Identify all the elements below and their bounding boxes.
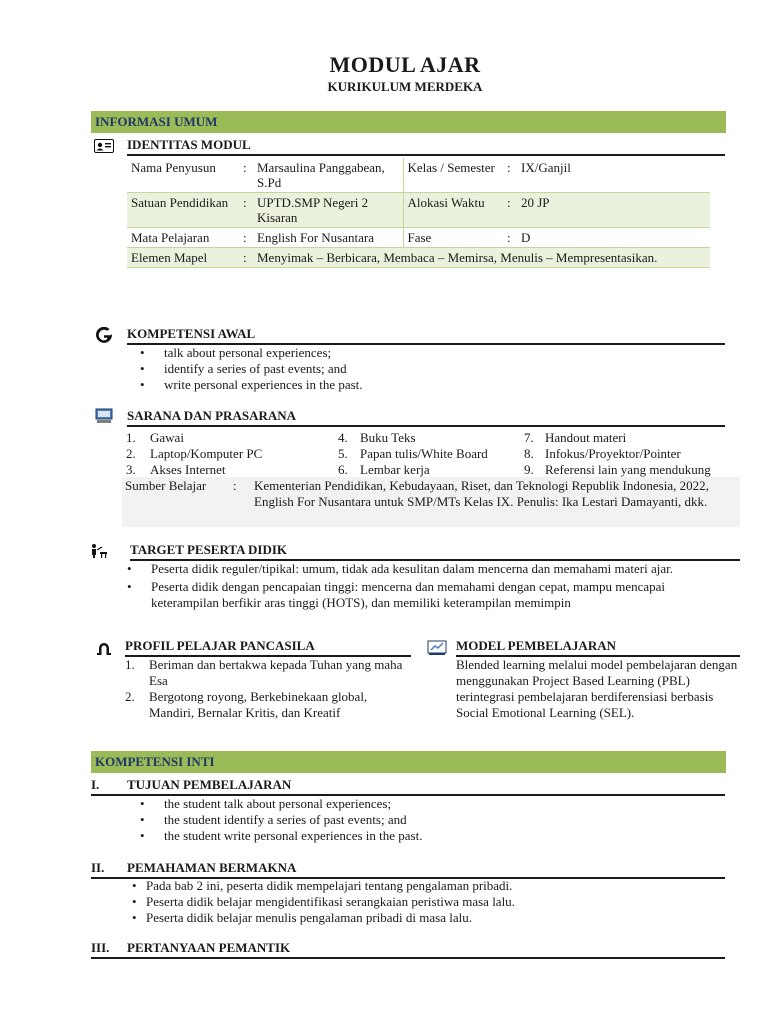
list-item: 9. Referensi lain yang mendukung bbox=[524, 462, 711, 477]
kompetensi-awal-heading: KOMPETENSI AWAL bbox=[127, 326, 725, 345]
garuda-icon bbox=[94, 640, 114, 656]
sarana-heading: SARANA DAN PRASARANA bbox=[127, 408, 725, 427]
classroom-board-icon bbox=[94, 408, 114, 424]
section-bar-kompetensi-inti: KOMPETENSI INTI bbox=[91, 751, 726, 773]
pertanyaan-pemantik-heading bbox=[91, 940, 725, 959]
list-item: 2. Laptop/Komputer PC bbox=[126, 446, 263, 461]
value-elemen-mapel: Menyimak – Berbicara, Membaca – Memirsa, Menulis – Mempresentasikan. bbox=[253, 248, 710, 268]
pemahaman-list bbox=[146, 878, 515, 926]
colon: : bbox=[503, 158, 517, 193]
value-mata-pelajaran: English For Nusantara bbox=[253, 228, 403, 248]
identitas-table bbox=[127, 158, 710, 268]
id-card-icon bbox=[94, 138, 114, 154]
list-item: • the student write personal experiences in the past. bbox=[164, 828, 422, 844]
target-peserta-didik-heading: TARGET PESERTA DIDIK bbox=[130, 542, 740, 561]
label-satuan-pendidikan: Satuan Pendidikan bbox=[127, 193, 239, 228]
list-item: 6. Lembar kerja bbox=[338, 462, 430, 477]
colon: : bbox=[239, 158, 253, 193]
list-item: 2. Bergotong royong, Berkebinekaan global, Mandiri, Bernalar Kritis, dan Kreatif bbox=[125, 689, 368, 720]
profil-list bbox=[125, 657, 411, 721]
sumber-belajar-value: Kementerian Pendidikan, Kebudayaan, Riset, dan Teknologi Republik Indonesia, 2022, English For Nusantara untuk SMP/MTs Kelas IX. Penulis: Ika Lestari Damayanti, dkk. bbox=[254, 478, 709, 509]
pemahaman-bermakna-heading bbox=[91, 860, 725, 879]
profil-pelajar-heading: PROFIL PELAJAR PANCASILA bbox=[125, 638, 411, 657]
list-item: • write personal experiences in the past. bbox=[164, 377, 363, 393]
section-bar-informasi-umum: INFORMASI UMUM bbox=[91, 111, 726, 133]
list-item: 1. Gawai bbox=[126, 430, 184, 445]
list-item: 4. Buku Teks bbox=[338, 430, 416, 445]
value-fase: D bbox=[517, 228, 710, 248]
colon: : bbox=[503, 193, 517, 228]
target-list bbox=[151, 561, 711, 611]
colon: : bbox=[503, 228, 517, 248]
sumber-belajar-row bbox=[122, 477, 740, 527]
label-nama-penyusun: Nama Penyusun bbox=[127, 158, 239, 193]
section-title: TUJUAN PEMBELAJARAN bbox=[127, 777, 292, 792]
list-item: 1. Beriman dan bertakwa kepada Tuhan yang maha Esa bbox=[125, 657, 403, 688]
model-pembelajaran-heading: MODEL PEMBELAJARAN bbox=[456, 638, 740, 657]
google-g-icon bbox=[94, 327, 114, 343]
section-number: II. bbox=[91, 860, 105, 875]
identitas-modul-heading: IDENTITAS MODUL bbox=[127, 137, 725, 156]
document-subtitle: KURIKULUM MERDEKA bbox=[327, 79, 483, 94]
colon: : bbox=[239, 248, 253, 268]
list-item: • Peserta didik belajar menulis pengalaman pribadi di masa lalu. bbox=[146, 910, 515, 926]
colon: : bbox=[239, 228, 253, 248]
list-item: • Peserta didik reguler/tipikal: umum, tidak ada kesulitan dalam mencerna dan memahami materi ajar. bbox=[151, 561, 711, 577]
sarana-column-2 bbox=[338, 430, 488, 478]
tujuan-pembelajaran-heading bbox=[91, 777, 725, 796]
model-pembelajaran-text: Blended learning melalui model pembelajaran dengan menggunakan Project Based Learning (PBL) terintegrasi pembelajaran berdiferensiasi berbasis Social Emotional Learning (SEL). bbox=[456, 657, 738, 720]
list-item: 5. Papan tulis/White Board bbox=[338, 446, 488, 461]
value-alokasi-waktu: 20 JP bbox=[517, 193, 710, 228]
label-elemen-mapel: Elemen Mapel bbox=[127, 248, 239, 268]
whiteboard-chart-icon bbox=[427, 640, 447, 656]
list-item: 3. Akses Internet bbox=[126, 462, 226, 477]
tujuan-list bbox=[164, 796, 422, 844]
section-number: III. bbox=[91, 940, 110, 955]
list-item: • Peserta didik dengan pencapaian tinggi: mencerna dan memahami dengan cepat, mampu mencapai keterampilan berfikir aras tinggi (HOTS), dan memiliki keterampilan memimpin bbox=[151, 579, 711, 611]
list-item: • the student talk about personal experiences; bbox=[164, 796, 422, 812]
list-item: 7. Handout materi bbox=[524, 430, 627, 445]
colon: : bbox=[233, 478, 237, 493]
list-item: • Pada bab 2 ini, peserta didik mempelajari tentang pengalaman pribadi. bbox=[146, 878, 515, 894]
value-nama-penyusun: Marsaulina Panggabean, S.Pd bbox=[253, 158, 403, 193]
list-item: • talk about personal experiences; bbox=[164, 345, 363, 361]
label-mata-pelajaran: Mata Pelajaran bbox=[127, 228, 239, 248]
list-item: • identify a series of past events; and bbox=[164, 361, 363, 377]
kompetensi-awal-list bbox=[164, 345, 363, 393]
document-title: MODUL AJAR bbox=[329, 52, 481, 77]
sarana-column-3 bbox=[524, 430, 711, 478]
label-kelas: Kelas / Semester bbox=[403, 158, 503, 193]
value-kelas: IX/Ganjil bbox=[517, 158, 710, 193]
section-number: I. bbox=[91, 777, 100, 792]
list-item: 8. Infokus/Proyektor/Pointer bbox=[524, 446, 681, 461]
sumber-belajar-label: Sumber Belajar bbox=[125, 478, 207, 493]
label-fase: Fase bbox=[403, 228, 503, 248]
label-alokasi-waktu: Alokasi Waktu bbox=[403, 193, 503, 228]
list-item: • Peserta didik belajar mengidentifikasi serangkaian peristiwa masa lalu. bbox=[146, 894, 515, 910]
value-satuan-pendidikan: UPTD.SMP Negeri 2 Kisaran bbox=[253, 193, 403, 228]
sarana-column-1 bbox=[126, 430, 262, 478]
list-item: • the student identify a series of past events; and bbox=[164, 812, 422, 828]
section-title: PERTANYAAN PEMANTIK bbox=[127, 940, 291, 955]
colon: : bbox=[239, 193, 253, 228]
teacher-student-icon bbox=[89, 543, 109, 559]
section-title: PEMAHAMAN BERMAKNA bbox=[127, 860, 297, 875]
